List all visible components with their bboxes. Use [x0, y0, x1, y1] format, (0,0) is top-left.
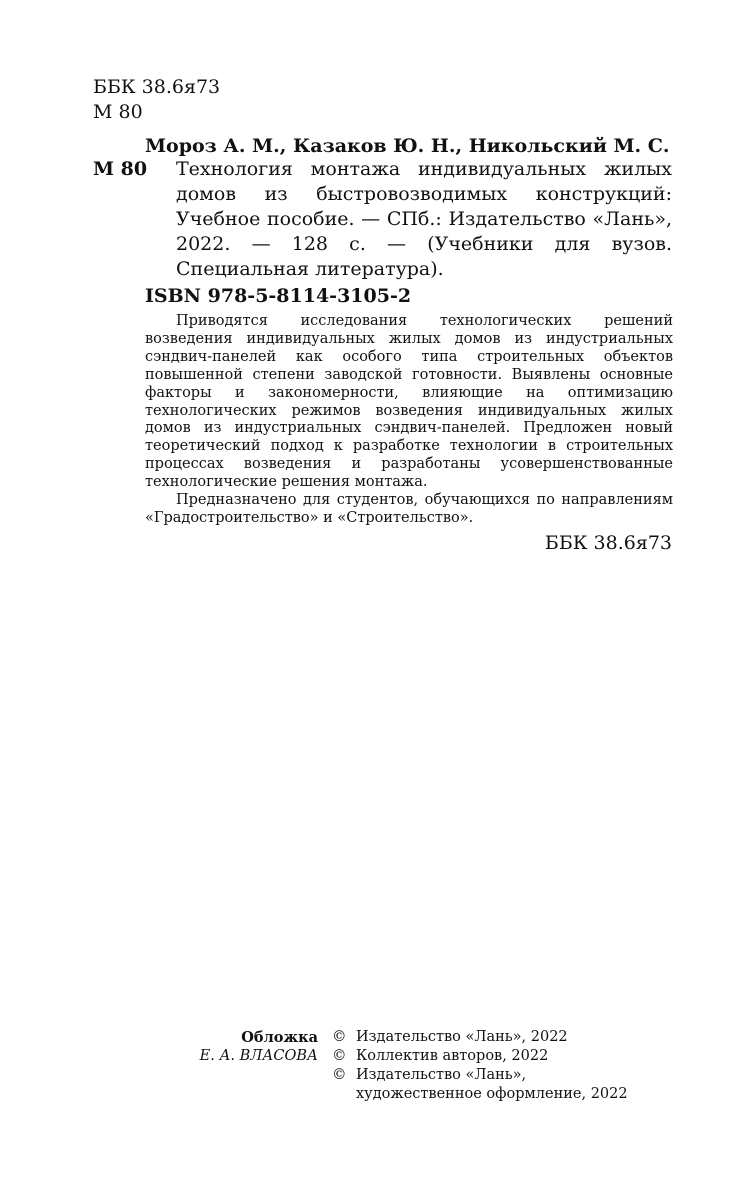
copyright-line: Издательство «Лань», — [356, 1067, 527, 1083]
author-mark-label: М 80 — [93, 158, 148, 180]
bbk-code-bottom: ББК 38.6я73 — [544, 532, 672, 554]
copyright-line: Издательство «Лань», 2022 — [356, 1029, 568, 1045]
copyright-symbol: © — [332, 1048, 347, 1064]
abstract-paragraph: Предназначено для студентов, обучающихся по направлениям «Градостроительство» и «Строительство». — [145, 492, 673, 526]
copyright-line: Коллектив авторов, 2022 — [356, 1048, 549, 1064]
copyright-symbol: © — [332, 1029, 347, 1045]
copyright-line-continued: художественное оформление, 2022 — [356, 1086, 628, 1102]
isbn: ISBN 978-5-8114-3105-2 — [145, 285, 412, 307]
abstract — [145, 313, 673, 528]
author-mark-top: М 80 — [93, 101, 143, 123]
bibliographic-citation: Технология монтажа индивидуальных жилых домов из быстровозводимых конструкций: Учебное пособие. — СПб.: Издательство «Лань», 2022. — 128 с. — (Учебники для вузов. Специальная литература). — [176, 158, 672, 280]
abstract-paragraph: Приводятся исследования технологических решений возведения индивидуальных жилых домов из индустриальных сэндвич-панелей как особого типа строительных объектов повышенной степени заводской готовности. Выявлены основные факторы и закономерности, влияющие на оптимизацию технологических режимов возведения индивидуальных жилых домов из индустриальных сэндвич-панелей. Предложен новый теоретический подход к разработке технологии в строительных процессах возведения и разработаны усовершенствованные технологические решения монтажа. — [145, 313, 673, 491]
copyright-symbol: © — [332, 1067, 347, 1083]
bbk-code-top: ББК 38.6я73 — [93, 76, 221, 98]
authors: Мороз А. М., Казаков Ю. Н., Никольский М. С. — [145, 135, 670, 157]
cover-label: Обложка — [241, 1029, 318, 1046]
cover-designer: Е. А. ВЛАСОВА — [199, 1048, 318, 1064]
